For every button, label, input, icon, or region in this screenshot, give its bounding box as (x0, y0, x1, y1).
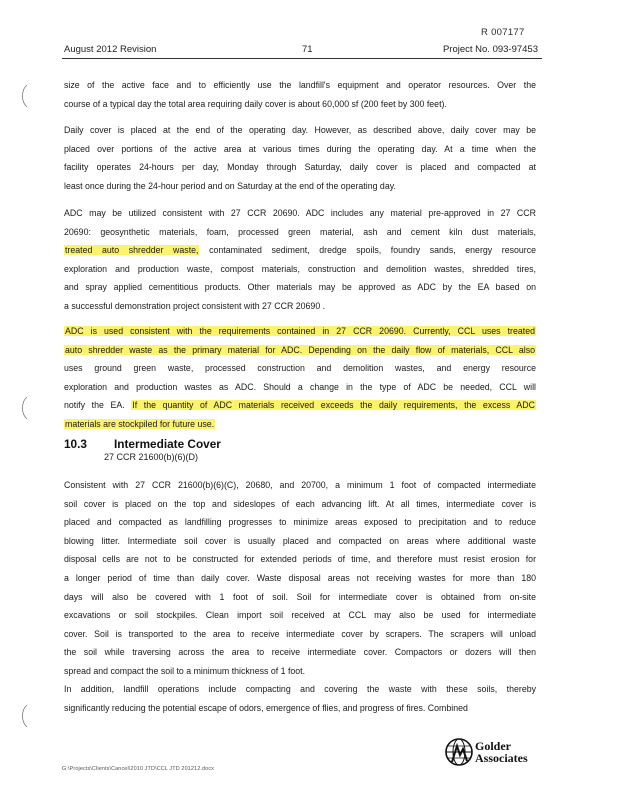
text-segment: 20690: geosynthetic materials, foam, processed green material, ash and cement kiln dust materials, (64, 226, 536, 237)
text-segment: and spray applied cementitious products. Other materials may be approved as ADC by the EA based on (64, 282, 536, 293)
header-project-number: Project No. 093-97453 (442, 44, 538, 55)
text-segment: significantly reducing the potential escape of odors, emergence of flies, and progress of fires. Combined (64, 702, 468, 713)
paragraph-daily-cover (64, 121, 536, 195)
paragraph-adc-usage (64, 322, 536, 434)
text-line (64, 121, 536, 140)
text-segment: course of a typical day the total area requiring daily cover is about 60,000 sf (200 feet by 300 feet). (64, 98, 447, 109)
highlighted-text: materials are stockpiled for future use. (65, 418, 215, 429)
text-line (64, 204, 536, 223)
logo-line-1: Golder (475, 739, 511, 753)
header-rule (62, 58, 542, 59)
text-line (64, 76, 536, 95)
text-line (64, 95, 536, 114)
text-segment: excavations or soil stockpiles. Clean import soil received at CCL may also be used for intermediate (64, 610, 536, 621)
section-regulation-reference: 27 CCR 21600(b)(6)(D) (104, 452, 199, 462)
section-title: Intermediate Cover (114, 437, 221, 451)
text-line (64, 680, 536, 699)
text-line (64, 550, 536, 569)
text-segment: disposal cells are not to be constructed for extended periods of time, and therefore must resist erosion for (64, 554, 536, 565)
text-line (64, 322, 536, 341)
text-line (64, 297, 536, 316)
page-header (64, 44, 538, 57)
text-line (64, 223, 536, 242)
text-segment: Consistent with 27 CCR 21600(b)(6)(C), 20680, and 20700, a minimum 1 foot of compacted intermediate (64, 480, 536, 490)
paragraph-intermediate-cover (64, 476, 536, 681)
text-line (64, 569, 536, 588)
text-segment: the soil while traversing across the area to receive intermediate cover. Compactors or dozers will then (64, 647, 536, 658)
section-number: 10.3 (64, 437, 87, 451)
text-line (64, 588, 536, 607)
paragraph-adc-materials (64, 204, 536, 316)
text-segment: a successful demonstration project consistent with 27 CCR 20690 . (64, 300, 326, 311)
text-segment: uses ground green waste, processed construction and demolition wastes, and energy resource (64, 363, 536, 374)
text-line (64, 699, 536, 718)
footer-file-path: G:\Projects\Clients\Cancel\2010 JTD\CCL JTD 201212.docx (62, 766, 215, 772)
header-page-number: 71 (302, 44, 313, 55)
bates-number: R 007177 (481, 27, 525, 38)
paragraph-landfill-operations (64, 680, 536, 717)
text-line (64, 532, 536, 551)
text-line (64, 359, 536, 378)
scan-artifact-mark (20, 704, 28, 728)
text-line (64, 415, 536, 434)
text-line (64, 476, 536, 495)
text-line (64, 260, 536, 279)
text-segment: least once during the 24-hour period and on Saturday at the end of the operating day. (64, 180, 396, 191)
text-line (64, 513, 536, 532)
text-segment: exploration and production wastes as ADC. Should a change in the type of ADC be needed, CCL will (64, 381, 536, 392)
golder-logo (444, 737, 544, 777)
text-line (64, 341, 536, 360)
text-segment: contaminated sediment, dredge spoils, foundry sands, energy resource (199, 245, 537, 256)
text-segment: blowing litter. Intermediate soil cover is usually placed and compacted on areas where additional waste (64, 535, 536, 546)
highlighted-text: If the quantity of ADC materials received exceeds the daily requirements, the excess ADC (132, 400, 535, 411)
text-segment: In addition, landfill operations include compacting and covering the waste with these soils, thereby (64, 684, 536, 694)
text-segment: facility operates 24-hours per day, Monday through Saturday, daily cover is placed and compacted at (64, 162, 536, 173)
text-line (64, 378, 536, 397)
text-line (64, 140, 536, 159)
golder-globe-icon (444, 737, 474, 767)
text-line (64, 177, 536, 196)
highlighted-text: ADC is used consistent with the requirements contained in 27 CCR 20690. Currently, CCL uses treated (65, 326, 535, 336)
text-line (64, 643, 536, 662)
highlighted-text: treated auto shredder waste, (65, 245, 199, 256)
text-segment: spread and compact the soil to a minimum thickness of 1 foot. (64, 665, 306, 676)
text-line (64, 158, 536, 177)
text-line (64, 241, 536, 260)
header-revision-date: August 2012 Revision (64, 44, 157, 55)
text-segment: placed over portions of the active area at various times during the operating day. At a time when the (64, 143, 536, 154)
logo-wordmark (475, 740, 528, 764)
paragraph-active-face (64, 76, 536, 113)
text-line (64, 662, 536, 681)
text-segment: Daily cover is placed at the end of the operating day. However, as described above, daily cover may be (64, 125, 536, 135)
text-line (64, 606, 536, 625)
logo-line-2: Associates (475, 751, 528, 765)
text-segment: size of the active face and to efficiently use the landfill's equipment and operator resources. Over the (64, 80, 536, 90)
text-segment: cover. Soil is transported to the area to receive intermediate cover by scrapers. The scrapers will unload (64, 628, 536, 639)
scan-artifact-mark (20, 84, 28, 108)
text-segment: soil cover is placed on the top and sideslopes of each advancing lift. At all times, intermediate cover is (64, 498, 536, 509)
text-segment: placed and compacted as landfilling progresses to minimize areas exposed to precipitation and to reduce (64, 517, 536, 528)
text-segment: days will also be covered with 1 foot of soil. Soil for intermediate cover is obtained from on-site (64, 591, 536, 602)
text-segment: a longer period of time than daily cover. Waste disposal areas not receiving wastes for more than 180 (64, 572, 536, 583)
text-line (64, 278, 536, 297)
text-line (64, 396, 536, 415)
section-heading (64, 437, 221, 451)
text-line (64, 625, 536, 644)
text-line (64, 495, 536, 514)
text-segment: ADC may be utilized consistent with 27 CCR 20690. ADC includes any material pre-approved in 27 CCR (64, 208, 536, 218)
highlighted-text: auto shredder waste as the primary material for ADC. Depending on the daily flow of materials, CCL also (65, 344, 535, 355)
scan-artifact-mark (20, 396, 28, 420)
text-segment: notify the EA. (64, 400, 132, 411)
text-segment: exploration and production waste, compost materials, construction and demolition wastes, shredded tires, (64, 263, 536, 274)
